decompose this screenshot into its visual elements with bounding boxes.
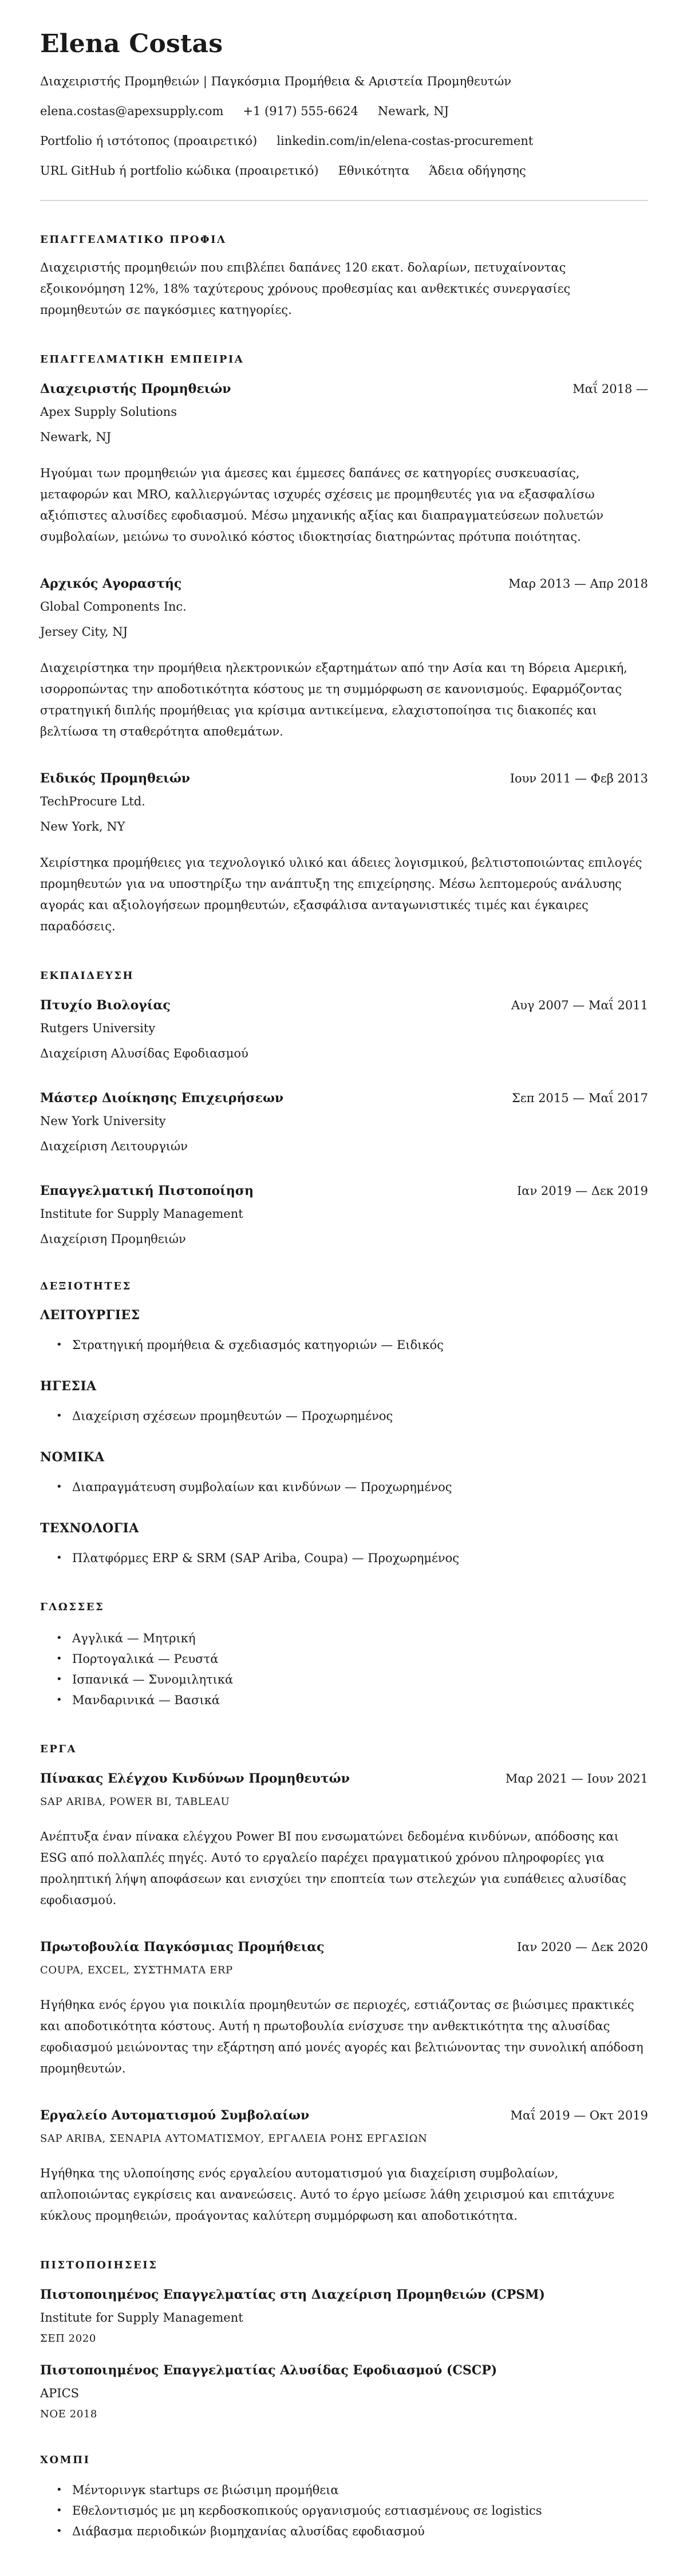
education-header xyxy=(40,1182,648,1199)
languages-heading: ΓΛΩΣΣΕΣ xyxy=(40,1600,105,1613)
degree-dates: Αυγ 2007 — Μαΐ 2011 xyxy=(511,998,648,1012)
skill-category xyxy=(40,1378,648,1426)
hobby-item: • Εθελοντισμός με μη κερδοσκοπικούς οργανισμούς εστιασμένους σε logistics xyxy=(40,2500,648,2521)
education-entry xyxy=(40,1182,648,1248)
field-of-study: Διαχείριση Λειτουργιών xyxy=(40,1139,188,1153)
section-languages xyxy=(40,1600,648,1710)
certification-entry xyxy=(40,2362,648,2421)
skill-item: • Στρατηγική προμήθεια & σχεδιασμός κατηγοριών — Ειδικός xyxy=(40,1335,648,1355)
skill-category xyxy=(40,1307,648,1355)
skill-category-name: ΗΓΕΣΙΑ xyxy=(40,1378,97,1394)
contact-driving-license: Άδεια οδήγησης xyxy=(429,163,526,178)
project-tools: COUPA, EXCEL, ΣΥΣΤΗΜΑΤΑ ERP xyxy=(40,1964,233,1976)
contact-phone: +1 (917) 555-6624 xyxy=(243,104,358,118)
contact-linkedin: linkedin.com/in/elena-costas-procurement xyxy=(277,133,534,148)
skill-list xyxy=(40,1406,648,1426)
field-of-study: Διαχείριση Προμηθειών xyxy=(40,1232,186,1246)
project-dates: Μαρ 2021 — Ιουν 2021 xyxy=(505,1771,648,1785)
language-item: • Πορτογαλικά — Ρευστά xyxy=(40,1649,648,1669)
job-location: Newark, NJ xyxy=(40,430,112,444)
project-entry xyxy=(40,1938,648,2079)
projects-heading: ΕΡΓΑ xyxy=(40,1743,77,1755)
contact-row-primary xyxy=(40,103,648,120)
section-experience xyxy=(40,353,648,937)
hobby-list xyxy=(40,2480,648,2542)
degree-title: Πτυχίο Βιολογίας xyxy=(40,997,171,1013)
job-description: Διαχειρίστηκα την προμήθεια ηλεκτρονικών εξαρτημάτων από την Ασία και τη Βόρεια Αμερική, ισορροπώντας την αποδοτικότητα κόστους με τη συμμόρφωση σε κανονισμούς. Εφαρμόζοντας στρατηγική διπλής προμήθειας για κρίσιμα αντικείμενα, ελαχιστοποίησα τις διακοπές και βελτίωσα τη σταθερότητα αποθεμάτων. xyxy=(40,660,627,738)
project-dates: Μαΐ 2019 — Οκτ 2019 xyxy=(510,2108,648,2122)
job-company: Apex Supply Solutions xyxy=(40,404,177,419)
person-headline: Διαχειριστής Προμηθειών | Παγκόσμια Προμήθεια & Αριστεία Προμηθευτών xyxy=(40,74,511,88)
school-name: Rutgers University xyxy=(40,1021,156,1035)
contact-row-misc xyxy=(40,162,648,179)
contact-email: elena.costas@apexsupply.com xyxy=(40,104,224,118)
skills-heading: ΔΕΞΙΟΤΗΤΕΣ xyxy=(40,1280,132,1292)
section-projects xyxy=(40,1743,648,2227)
job-location: New York, NY xyxy=(40,819,125,833)
project-tools: SAP ARIBA, POWER BI, TABLEAU xyxy=(40,1795,230,1808)
education-entry xyxy=(40,1090,648,1155)
job-dates: Ιουν 2011 — Φεβ 2013 xyxy=(510,771,648,785)
job-entry xyxy=(40,575,648,742)
job-company: TechProcure Ltd. xyxy=(40,794,145,808)
section-skills xyxy=(40,1280,648,1568)
certification-date: ΣΕΠ 2020 xyxy=(40,2332,96,2345)
job-header xyxy=(40,575,648,592)
project-description: Ηγήθηκα της υλοποίησης ενός εργαλείου αυτοματισμού για διαχείριση συμβολαίων, απλοποιώντας εγκρίσεις και ανανεώσεις. Αυτό το έργο μείωσε λάθη χειρισμού και επιτάχυνε κύκλους προμηθειών, προάγοντας καλύτερη συμμόρφωση και αποδοτικότητα. xyxy=(40,2166,615,2223)
contact-nationality: Εθνικότητα xyxy=(338,163,410,178)
job-title: Αρχικός Αγοραστής xyxy=(40,576,182,591)
job-dates: Μαρ 2013 — Απρ 2018 xyxy=(508,576,648,591)
language-list xyxy=(40,1628,648,1710)
language-item: • Μανδαρινικά — Βασικά xyxy=(40,1690,648,1710)
section-hobbies xyxy=(40,2453,648,2542)
degree-title: Μάστερ Διοίκησης Επιχειρήσεων xyxy=(40,1090,284,1106)
project-description: Ηγήθηκα ενός έργου για ποικιλία προμηθευτών σε περιοχές, εστιάζοντας σε βιώσιμες πρακτικές και αποδοτικότητα κόστους. Αυτή η πρωτοβουλία ενίσχυσε την ανθεκτικότητα της αλυσίδας εφοδιασμού μειώνοντας την εξάρτηση από μονές αγορές και βελτιώνοντας την συνολική απόδοση προμηθευτών. xyxy=(40,1997,643,2075)
contact-github: URL GitHub ή portfolio κώδικα (προαιρετικό) xyxy=(40,163,319,178)
header-divider xyxy=(40,200,648,201)
project-title: Πίνακας Ελέγχου Κινδύνων Προμηθευτών xyxy=(40,1771,350,1786)
skill-list xyxy=(40,1335,648,1355)
hobby-item: • Μέντορινγκ startups σε βιώσιμη προμήθεια xyxy=(40,2480,648,2500)
job-location: Jersey City, NJ xyxy=(40,624,128,639)
skill-category-name: ΤΕΧΝΟΛΟΓΙΑ xyxy=(40,1520,139,1536)
profile-text: Διαχειριστής προμηθειών που επιβλέπει δαπάνες 120 εκατ. δολαρίων, πετυχαίνοντας εξοικονόμηση 12%, 18% ταχύτερους χρόνους προθεσμίας και ανθεκτικές συνεργασίες προμηθευτών σε παγκόσμιες κατηγορίες. xyxy=(40,260,571,317)
language-item: • Ισπανικά — Συνομιλητικά xyxy=(40,1669,648,1690)
skill-list xyxy=(40,1548,648,1568)
job-title: Διαχειριστής Προμηθειών xyxy=(40,381,231,396)
education-heading: ΕΚΠΑΙΔΕΥΣΗ xyxy=(40,969,135,982)
skill-item: • Διαπραγμάτευση συμβολαίων και κινδύνων — Προχωρημένος xyxy=(40,1477,648,1497)
section-education xyxy=(40,969,648,1248)
education-header xyxy=(40,1090,648,1107)
job-description: Ηγούμαι των προμηθειών για άμεσες και έμμεσες δαπάνες σε κατηγορίες συσκευασίας, μεταφορών και MRO, καλλιεργώντας ισχυρές σχέσεις με προμηθευτές για να εξασφαλίσω αξιόπιστες αλυσίδες εφοδιασμού. Μέσω μηχανικής αξίας και διαπραγματεύσεων πολυετών συμβολαίων, μειώνω το συνολικό κόστος ιδιοκτησίας διατηρώντας πρότυπα ποιότητας. xyxy=(40,466,604,544)
field-of-study: Διαχείριση Αλυσίδας Εφοδιασμού xyxy=(40,1046,248,1060)
project-title: Εργαλείο Αυτοματισμού Συμβολαίων xyxy=(40,2107,310,2123)
school-name: Institute for Supply Management xyxy=(40,1206,243,1221)
certification-org: Institute for Supply Management xyxy=(40,2310,243,2325)
language-item: • Αγγλικά — Μητρική xyxy=(40,1628,648,1649)
school-name: New York University xyxy=(40,1114,166,1128)
certification-title: Πιστοποιημένος Επαγγελματίας Αλυσίδας Εφοδιασμού (CSCP) xyxy=(40,2362,498,2378)
certification-entry xyxy=(40,2286,648,2346)
person-name: Elena Costas xyxy=(40,29,223,58)
job-title: Ειδικός Προμηθειών xyxy=(40,770,191,786)
contact-location: Newark, NJ xyxy=(377,104,449,118)
job-dates: Μαΐ 2018 — xyxy=(572,382,648,396)
skill-list xyxy=(40,1477,648,1497)
project-header xyxy=(40,2107,648,2124)
contact-row-web xyxy=(40,132,648,150)
job-entry xyxy=(40,770,648,937)
degree-dates: Σεπ 2015 — Μαΐ 2017 xyxy=(511,1091,648,1105)
skill-category xyxy=(40,1449,648,1497)
skill-category xyxy=(40,1520,648,1568)
degree-dates: Ιαν 2019 — Δεκ 2019 xyxy=(516,1183,648,1198)
profile-heading: ΕΠΑΓΓΕΛΜΑΤΙΚΟ ΠΡΟΦΙΛ xyxy=(40,233,227,246)
contact-portfolio: Portfolio ή ιστότοπος (προαιρετικό) xyxy=(40,133,258,148)
project-header xyxy=(40,1938,648,1956)
skill-category-name: ΛΕΙΤΟΥΡΓΙΕΣ xyxy=(40,1307,140,1323)
job-description: Χειρίστηκα προμήθειες για τεχνολογικό υλικό και άδειες λογισμικού, βελτιστοποιώντας επιλογές προμηθευτών για να υποστηρίξω την ανάπτυξη της επιχείρησης. Μέσω λεπτομερούς ανάλυσης αγοράς και αξιολογήσεων προμηθευτών, εξασφάλισα ανταγωνιστικές τιμές και έγκαιρες παραδόσεις. xyxy=(40,855,642,933)
job-header xyxy=(40,770,648,787)
section-profile xyxy=(40,233,648,321)
certification-date: ΝΟΕ 2018 xyxy=(40,2408,97,2420)
skill-item: • Πλατφόρμες ERP & SRM (SAP Ariba, Coupa) — Προχωρημένος xyxy=(40,1548,648,1568)
project-description: Ανέπτυξα έναν πίνακα ελέγχου Power BI που ενσωματώνει δεδομένα κινδύνων, απόδοσης και ESG από πολλαπλές πηγές. Αυτό το εργαλείο παρέχει πραγματικού χρόνου πληροφορίες για προληπτική λήψη αποφάσεων και ενισχύει την εποπτεία των στελεχών για ευπάθειες αλυσίδας εφοδιασμού. xyxy=(40,1829,626,1907)
experience-heading: ΕΠΑΓΓΕΛΜΑΤΙΚΗ ΕΜΠΕΙΡΙΑ xyxy=(40,353,244,365)
certification-title: Πιστοποιημένος Επαγγελματίας στη Διαχείριση Προμηθειών (CPSM) xyxy=(40,2287,545,2302)
certification-org: APICS xyxy=(40,2386,80,2400)
resume-header xyxy=(40,30,648,201)
education-header xyxy=(40,997,648,1014)
project-tools: SAP ARIBA, ΣΕΝΑΡΙΑ ΑΥΤΟΜΑΤΙΣΜΟΥ, ΕΡΓΑΛΕΙΑ ΡΟΗΣ ΕΡΓΑΣΙΩΝ xyxy=(40,2132,428,2145)
skill-category-name: ΝΟΜΙΚΑ xyxy=(40,1449,105,1465)
education-entry xyxy=(40,997,648,1062)
degree-title: Επαγγελματική Πιστοποίηση xyxy=(40,1183,254,1198)
job-entry xyxy=(40,380,648,548)
project-title: Πρωτοβουλία Παγκόσμιας Προμήθειας xyxy=(40,1939,325,1954)
project-entry xyxy=(40,2107,648,2227)
project-header xyxy=(40,1770,648,1787)
job-header xyxy=(40,380,648,398)
skill-item: • Διαχείριση σχέσεων προμηθευτών — Προχωρημένος xyxy=(40,1406,648,1426)
hobby-item: • Διάβασμα περιοδικών βιομηχανίας αλυσίδας εφοδιασμού xyxy=(40,2521,648,2542)
job-company: Global Components Inc. xyxy=(40,599,187,613)
project-entry xyxy=(40,1770,648,1911)
section-certifications xyxy=(40,2259,648,2421)
project-dates: Ιαν 2020 — Δεκ 2020 xyxy=(516,1940,648,1954)
certifications-heading: ΠΙΣΤΟΠΟΙΗΣΕΙΣ xyxy=(40,2259,158,2271)
hobbies-heading: ΧΟΜΠΙ xyxy=(40,2453,90,2466)
